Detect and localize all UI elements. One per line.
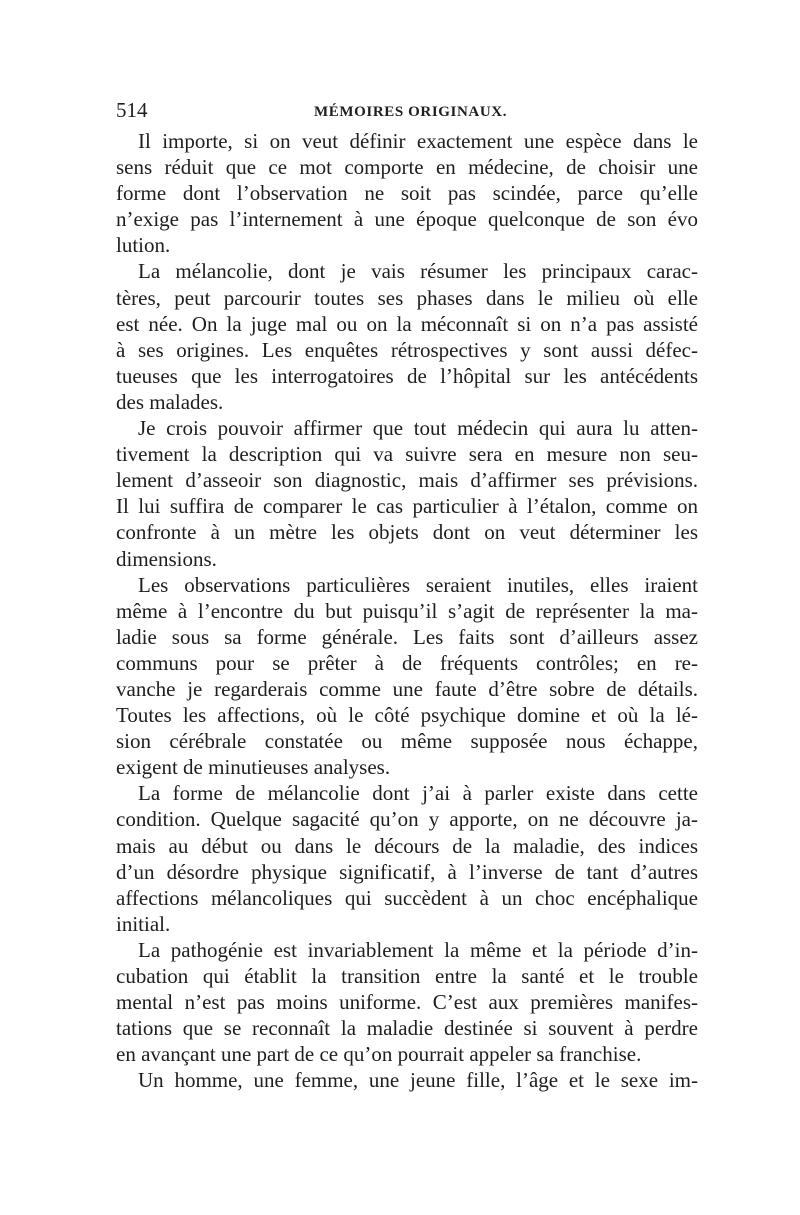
text-line: tations que se reconnaît la maladie destinée si souvent à perdre <box>116 1016 698 1041</box>
text-line: mental n’est pas moins uniforme. C’est aux premières manifes- <box>116 990 698 1015</box>
text-line: dimensions. <box>116 546 217 571</box>
text-line: cubation qui établit la transition entre la santé et le trouble <box>116 964 698 988</box>
paragraph <box>116 415 698 572</box>
paragraph-text <box>116 128 698 258</box>
text-line: communs pour se prêter à de fréquents contrôles; en re- <box>116 650 698 675</box>
text-line: forme dont l’observation ne soit pas scindée, parce qu’elle <box>116 181 698 206</box>
paragraph-text <box>116 937 698 1067</box>
text-line: exigent de minutieuses analyses. <box>116 755 391 780</box>
paragraph-text <box>116 1067 698 1093</box>
text-line: Je crois pouvoir affirmer que tout médecin qui aura lu atten- <box>138 416 698 441</box>
body-text <box>116 128 698 1093</box>
text-line: Un homme, une femme, une jeune fille, l’âge et le sexe im- <box>138 1068 698 1093</box>
text-line: lement d’asseoir son diagnostic, mais d’affirmer ses prévisions. <box>116 468 698 493</box>
paragraph <box>116 937 698 1067</box>
page-header <box>116 98 698 122</box>
paragraph-text <box>116 258 698 415</box>
running-head: MÉMOIRES ORIGINAUX. <box>314 104 508 120</box>
paragraph-text <box>116 572 698 781</box>
text-line: même à l’encontre du but puisqu’il s’agit de représenter la ma- <box>116 598 698 623</box>
paragraph-text <box>116 780 698 937</box>
text-line: La pathogénie est invariablement la même et la période d’in- <box>138 937 698 962</box>
text-line: des malades. <box>116 389 224 414</box>
text-line: tueuses que les interrogatoires de l’hôpital sur les antécédents <box>116 363 698 388</box>
paragraph <box>116 780 698 937</box>
text-line: en avançant une part de ce qu’on pourrait appeler sa franchise. <box>116 1042 642 1067</box>
paragraph-text <box>116 415 698 572</box>
text-line: La mélancolie, dont je vais résumer les principaux carac- <box>138 259 698 284</box>
text-line: sens réduit que ce mot comporte en médecine, de choisir une <box>116 155 698 180</box>
text-line: Les observations particulières seraient inutiles, elles iraient <box>138 572 698 597</box>
text-line: initial. <box>116 911 171 936</box>
text-line: confronte à un mètre les objets dont on veut déterminer les <box>116 520 698 545</box>
text-line: Il lui suffira de comparer le cas particulier à l’étalon, comme on <box>116 494 698 519</box>
text-line: à ses origines. Les enquêtes rétrospectives y sont aussi défec- <box>116 337 698 362</box>
text-line: mais au début ou dans le décours de la maladie, des indices <box>116 833 698 858</box>
text-line: tères, peut parcourir toutes ses phases dans le milieu où elle <box>116 285 698 310</box>
text-line: d’un désordre physique significatif, à l’inverse de tant d’autres <box>116 859 698 884</box>
text-line: affections mélancoliques qui succèdent à un choc encéphalique <box>116 885 698 910</box>
text-line: est née. On la juge mal ou on la méconnaît si on n’a pas assisté <box>116 311 698 336</box>
paragraph <box>116 258 698 415</box>
text-line: tivement la description qui va suivre sera en mesure non seu- <box>116 442 698 467</box>
text-line: condition. Quelque sagacité qu’on y apporte, on ne découvre ja- <box>116 807 698 832</box>
text-line: sion cérébrale constatée ou même supposée nous échappe, <box>116 729 698 754</box>
paragraph <box>116 128 698 258</box>
paragraph <box>116 572 698 781</box>
text-line: vanche je regarderais comme une faute d’être sobre de détails. <box>116 676 698 701</box>
text-line: Il importe, si on veut définir exactement une espèce dans le <box>138 129 698 153</box>
text-line: lution. <box>116 233 171 258</box>
text-line: Toutes les affections, où le côté psychique domine et où la lé- <box>116 703 698 728</box>
text-line: n’exige pas l’internement à une époque quelconque de son évo <box>116 207 698 232</box>
paragraph <box>116 1067 698 1093</box>
text-line: ladie sous sa forme générale. Les faits sont d’ailleurs assez <box>116 624 698 649</box>
text-line: La forme de mélancolie dont j’ai à parler existe dans cette <box>138 781 698 806</box>
page-number: 514 <box>116 98 148 122</box>
